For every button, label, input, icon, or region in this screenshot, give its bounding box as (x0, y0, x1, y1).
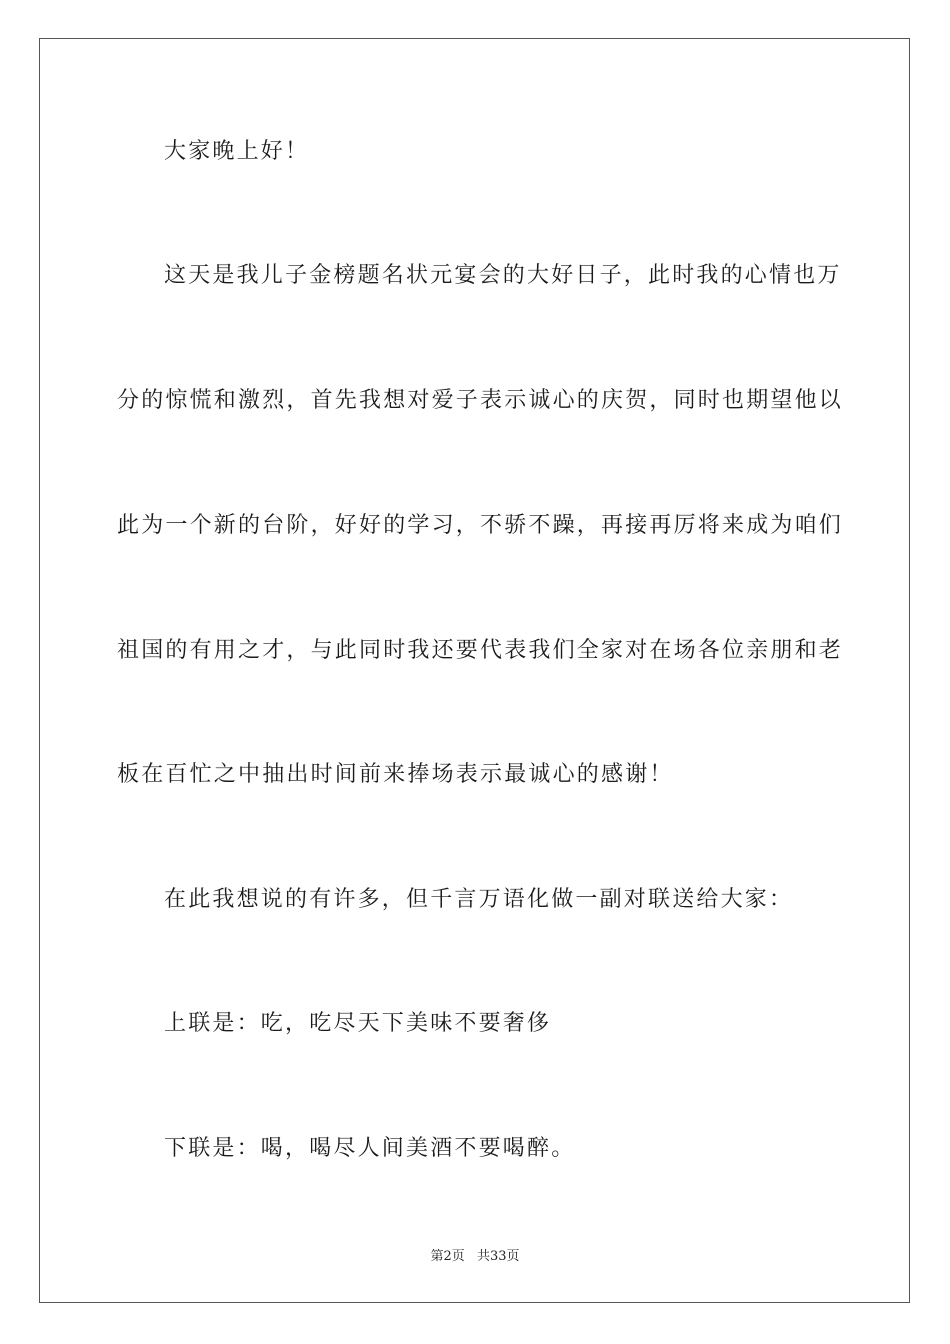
page-total: 共33页 (476, 1249, 520, 1264)
couplet-first-line: 上联是：吃，吃尽天下美味不要奢侈 (164, 1011, 552, 1036)
paragraph-line: 祖国的有用之才，与此同时我还要代表我们全家对在场各位亲朋和老 (117, 638, 844, 663)
page-number: 第2页 (430, 1249, 465, 1264)
couplet-second-line: 下联是：喝，喝尽人间美酒不要喝醉。 (164, 1136, 576, 1161)
paragraph-line: 板在百忙之中抽出时间前来捧场表示最诚心的感谢！ (117, 762, 674, 787)
paragraph-line: 此为一个新的台阶，好好的学习，不骄不躁，再接再厉将来成为咱们 (117, 513, 844, 538)
page-frame (39, 38, 910, 1303)
greeting-line: 大家晚上好！ (164, 139, 310, 164)
paragraph-line: 在此我想说的有许多，但千言万语化做一副对联送给大家： (164, 887, 794, 912)
page-footer (0, 1245, 950, 1264)
paragraph-line: 这天是我儿子金榜题名状元宴会的大好日子，此时我的心情也万 (164, 263, 842, 288)
paragraph-line: 分的惊慌和激烈，首先我想对爱子表示诚心的庆贺，同时也期望他以 (117, 388, 844, 413)
